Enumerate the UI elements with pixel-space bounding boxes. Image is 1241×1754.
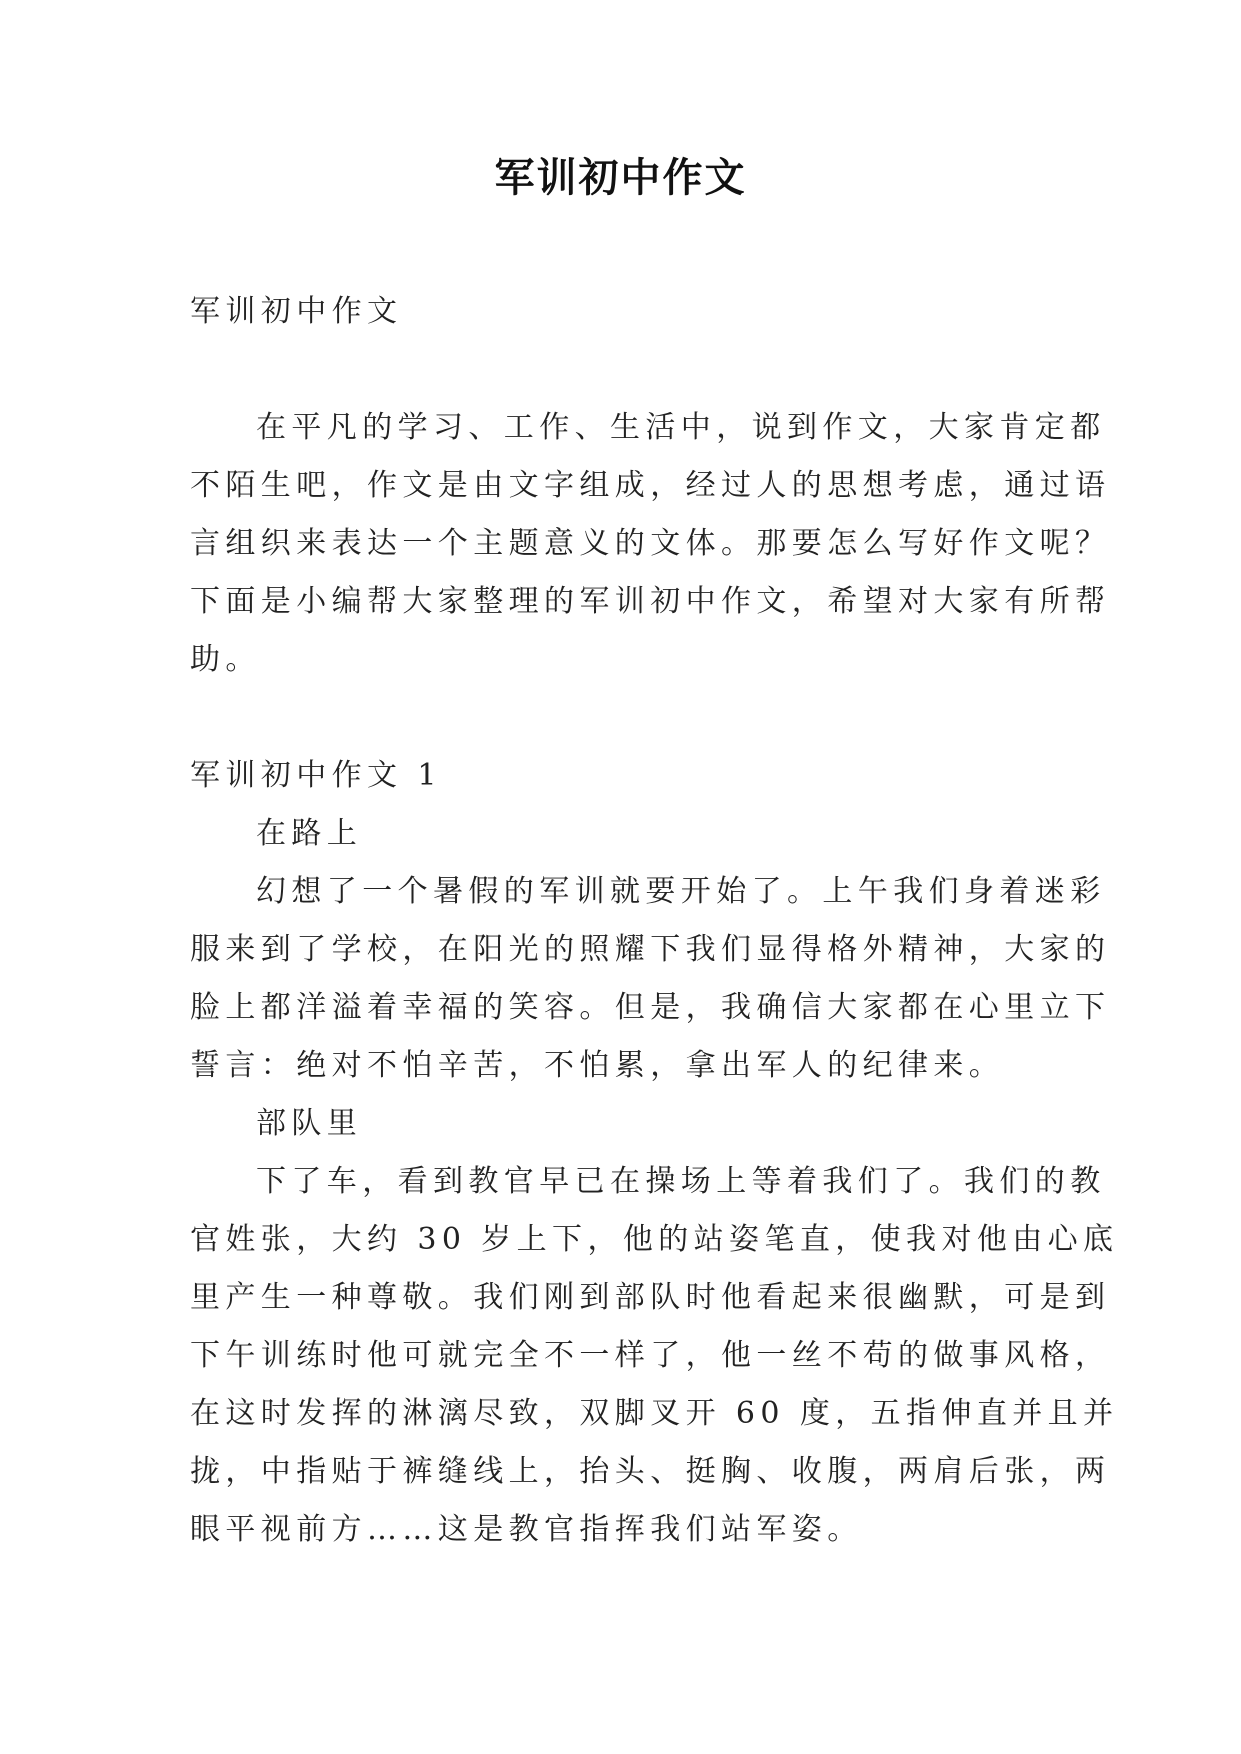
section-paragraph-in-the-army (190, 1153, 1119, 1559)
paragraph-line: 幻想了一个暑假的军训就要开始了。上午我们身着迷彩 (256, 874, 1106, 909)
intro-paragraph (190, 399, 1111, 689)
intro-line: 助。 (190, 642, 261, 677)
essay-heading: 军训初中作文 1 (190, 758, 442, 793)
paragraph-line: 眼平视前方……这是教官指挥我们站军姿。 (190, 1512, 863, 1547)
intro-line: 言组织来表达一个主题意义的文体。那要怎么写好作文呢？ (190, 526, 1111, 561)
document-title: 军训初中作文 (494, 155, 747, 201)
paragraph-gap (190, 689, 1050, 747)
section-title-in-the-army: 部队里 (256, 1106, 363, 1141)
paragraph-line: 下午训练时他可就完全不一样了，他一丝不苟的做事风格， (190, 1338, 1111, 1373)
paragraph-line: 官姓张，大约 30 岁上下，他的站姿笔直，使我对他由心底 (190, 1222, 1119, 1257)
document-subtitle: 军训初中作文 (190, 294, 403, 329)
intro-line: 下面是小编帮大家整理的军训初中作文，希望对大家有所帮 (190, 584, 1111, 619)
paragraph-gap (190, 341, 1050, 399)
paragraph-line: 脸上都洋溢着幸福的笑容。但是，我确信大家都在心里立下 (190, 990, 1111, 1025)
intro-line: 在平凡的学习、工作、生活中，说到作文，大家肯定都 (256, 410, 1106, 445)
section-title-on-the-road: 在路上 (256, 816, 363, 851)
paragraph-line: 拢，中指贴于裤缝线上，抬头、挺胸、收腹，两肩后张，两 (190, 1454, 1111, 1489)
section-paragraph-on-the-road (190, 863, 1111, 1095)
paragraph-line: 誓言：绝对不怕辛苦，不怕累，拿出军人的纪律来。 (190, 1048, 1005, 1083)
intro-line: 不陌生吧，作文是由文字组成，经过人的思想考虑，通过语 (190, 468, 1111, 503)
paragraph-line: 里产生一种尊敬。我们刚到部队时他看起来很幽默，可是到 (190, 1280, 1111, 1315)
paragraph-line: 在这时发挥的淋漓尽致，双脚叉开 60 度，五指伸直并且并 (190, 1396, 1119, 1431)
document-body (190, 283, 1119, 1559)
paragraph-line: 服来到了学校，在阳光的照耀下我们显得格外精神，大家的 (190, 932, 1111, 967)
paragraph-line: 下了车，看到教官早已在操场上等着我们了。我们的教 (256, 1164, 1106, 1199)
